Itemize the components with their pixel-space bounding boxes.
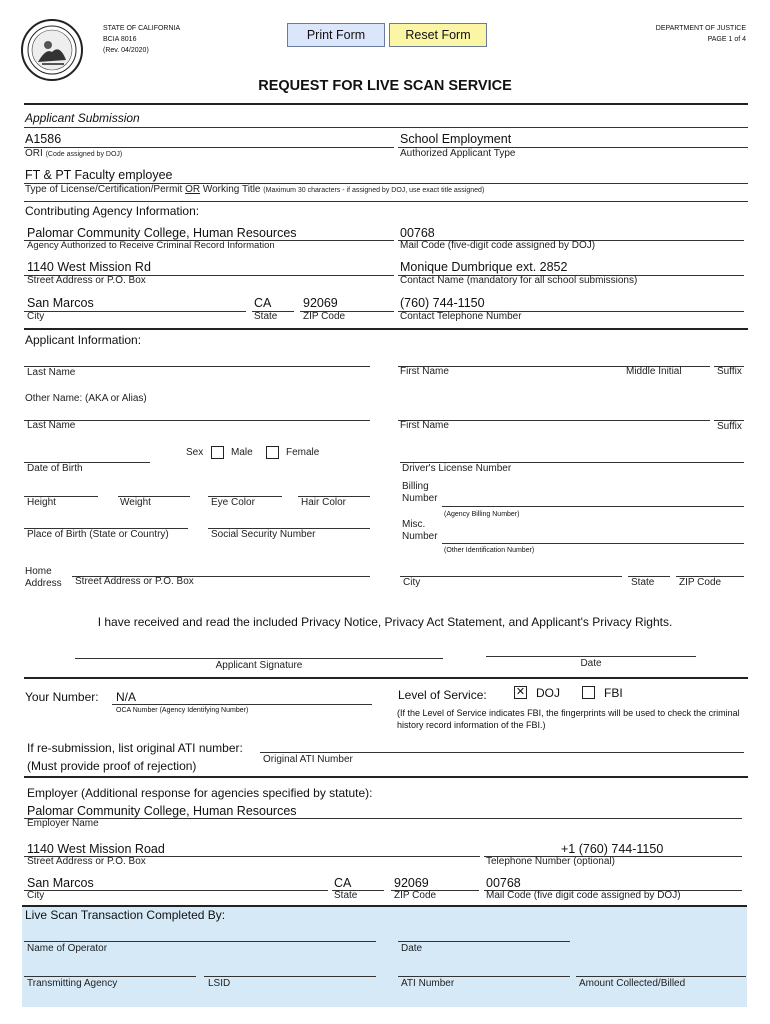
license-type-label: Type of License/Certification/Permit	[25, 184, 183, 195]
mail-code-value[interactable]: 00768	[400, 226, 435, 240]
signature-date-label: Date	[580, 658, 602, 669]
misc-note: (Other Identification Number)	[444, 547, 535, 554]
original-ati-label: Original ATI Number	[263, 754, 353, 765]
hair-color-label: Hair Color	[301, 497, 347, 508]
place-of-birth-label: Place of Birth (State or Country)	[27, 529, 169, 540]
employer-street-value[interactable]: 1140 West Mission Road	[27, 842, 165, 856]
level-of-service-label: Level of Service:	[398, 688, 487, 702]
last-name-label: Last Name	[27, 367, 76, 378]
suffix-label: Suffix	[717, 366, 742, 377]
live-scan-date-label: Date	[401, 943, 423, 954]
first-name-label: First Name	[400, 366, 449, 377]
applicant-type-value[interactable]: School Employment	[400, 132, 512, 146]
working-title-note: Maximum 30 characters - if assigned by DOJ, use exact title assigned	[265, 187, 482, 194]
ori-label: ORI	[25, 148, 43, 159]
employer-name-label: Employer Name	[27, 818, 99, 829]
employer-city-label: City	[27, 890, 45, 901]
home-zip-label: ZIP Code	[679, 577, 722, 588]
ori-value[interactable]: A1586	[25, 132, 62, 146]
employer-name-value[interactable]: Palomar Community College, Human Resources	[27, 804, 297, 818]
employer-phone-label: Telephone Number (optional)	[486, 856, 615, 867]
other-name-label: Other Name: (AKA or Alias)	[25, 393, 147, 404]
contributing-agency-heading: Contributing Agency Information:	[25, 204, 200, 218]
employer-state-label: State	[334, 890, 358, 901]
dob-label: Date of Birth	[27, 463, 83, 474]
agency-city-label: City	[27, 311, 45, 322]
signature-label: Applicant Signature	[215, 660, 303, 671]
privacy-statement: I have received and read the included Privacy Notice, Privacy Act Statement, and Applicant's Privacy Rights.	[97, 615, 673, 629]
address-label: Address	[25, 578, 62, 589]
reset-form-button[interactable]: Reset Form	[389, 23, 487, 47]
agency-zip-value[interactable]: 92069	[303, 296, 338, 310]
agency-zip-label: ZIP Code	[303, 311, 346, 322]
state-name: STATE OF CALIFORNIA	[103, 25, 181, 32]
employer-heading: Employer (Additional response for agencies specified by statute):	[27, 786, 373, 800]
doj-label: DOJ	[536, 686, 560, 700]
amount-collected-label: Amount Collected/Billed	[579, 978, 686, 989]
employer-city-value[interactable]: San Marcos	[27, 876, 94, 890]
agency-state-value[interactable]: CA	[254, 296, 272, 310]
lsid-label: LSID	[208, 978, 231, 989]
live-scan-heading: Live Scan Transaction Completed By:	[25, 908, 226, 922]
employer-mail-code-value[interactable]: 00768	[486, 876, 521, 890]
contact-name-value[interactable]: Monique Dumbrique ext. 2852	[400, 260, 568, 274]
contact-name-label: Contact Name (mandatory for all school submissions)	[400, 275, 638, 286]
alias-first-name-label: First Name	[400, 420, 449, 431]
ssn-label: Social Security Number	[211, 529, 316, 540]
applicant-type-label: Authorized Applicant Type	[400, 148, 516, 159]
mail-code-label: Mail Code (five-digit code assigned by DOJ)	[400, 240, 596, 251]
agency-state-label: State	[254, 311, 278, 322]
home-city-label: City	[403, 577, 421, 588]
home-street-label: Street Address or P.O. Box	[75, 576, 194, 587]
fbi-label: FBI	[604, 686, 623, 700]
employer-zip-value[interactable]: 92069	[394, 876, 429, 890]
resubmission-label: If re-submission, list original ATI number:	[27, 741, 243, 755]
agency-street-label: Street Address or P.O. Box	[27, 275, 146, 286]
billing-label: Billing	[402, 481, 429, 492]
male-label: Male	[231, 447, 253, 458]
or-label: OR	[185, 184, 201, 195]
home-state-label: State	[631, 577, 655, 588]
eye-color-label: Eye Color	[211, 497, 255, 508]
working-title-value[interactable]: FT & PT Faculty employee	[25, 168, 173, 182]
contact-phone-label: Contact Telephone Number	[400, 311, 522, 322]
billing-note: (Agency Billing Number)	[444, 511, 520, 518]
page-indicator: PAGE 1 of 4	[707, 36, 746, 43]
applicant-submission-heading: Applicant Submission	[25, 111, 140, 125]
misc-label: Misc.	[402, 519, 426, 530]
working-title-label: Working Title	[202, 184, 261, 195]
department-name: DEPARTMENT OF JUSTICE	[655, 25, 746, 32]
employer-zip-label: ZIP Code	[394, 890, 437, 901]
alias-last-name-label: Last Name	[27, 420, 76, 431]
fbi-checkbox[interactable]	[582, 686, 595, 699]
employer-state-value[interactable]: CA	[334, 876, 352, 890]
contact-phone-value[interactable]: (760) 744-1150	[400, 296, 485, 310]
page-title: REQUEST FOR LIVE SCAN SERVICE	[258, 78, 512, 94]
proof-of-rejection-label: (Must provide proof of rejection)	[27, 759, 197, 773]
form-revision: (Rev. 04/2020)	[103, 47, 149, 54]
oca-note: OCA Number (Agency Identifying Number)	[116, 707, 249, 714]
your-number-value[interactable]: N/A	[116, 690, 137, 704]
height-label: Height	[27, 497, 56, 508]
home-label: Home	[25, 566, 52, 577]
employer-phone-value[interactable]: +1 (760) 744-1150	[561, 842, 664, 856]
ori-note: Code assigned by DOJ	[47, 151, 120, 158]
alias-suffix-label: Suffix	[717, 421, 742, 432]
employer-mail-code-label: Mail Code (five digit code assigned by DOJ)	[486, 890, 681, 901]
sex-label: Sex	[186, 447, 204, 458]
applicant-info-heading: Applicant Information:	[25, 333, 142, 347]
agency-city-value[interactable]: San Marcos	[27, 296, 94, 310]
state-seal-icon	[20, 18, 84, 82]
misc-number-label: Number	[402, 531, 438, 542]
form-number: BCIA 8016	[103, 36, 137, 43]
agency-street-value[interactable]: 1140 West Mission Rd	[27, 260, 151, 274]
drivers-license-label: Driver's License Number	[402, 463, 512, 474]
employer-street-label: Street Address or P.O. Box	[27, 856, 146, 867]
your-number-label: Your Number:	[25, 690, 99, 704]
doj-checkbox[interactable]: ✕	[515, 686, 526, 698]
agency-label: Agency Authorized to Receive Criminal Record Information	[27, 240, 275, 251]
male-checkbox[interactable]	[211, 446, 224, 459]
middle-initial-label: Middle Initial	[626, 366, 682, 377]
operator-name-label: Name of Operator	[27, 943, 108, 954]
transmitting-agency-label: Transmitting Agency	[27, 978, 118, 989]
agency-value[interactable]: Palomar Community College, Human Resources	[27, 226, 297, 240]
weight-label: Weight	[120, 497, 151, 508]
female-checkbox[interactable]	[266, 446, 279, 459]
billing-number-label: Number	[402, 493, 438, 504]
female-label: Female	[286, 447, 320, 458]
print-form-button[interactable]: Print Form	[287, 23, 385, 47]
ati-number-label: ATI Number	[401, 978, 455, 989]
fbi-note: (If the Level of Service indicates FBI, the fingerprints will be used to check the criminal history record information of the FBI.)	[397, 708, 740, 730]
